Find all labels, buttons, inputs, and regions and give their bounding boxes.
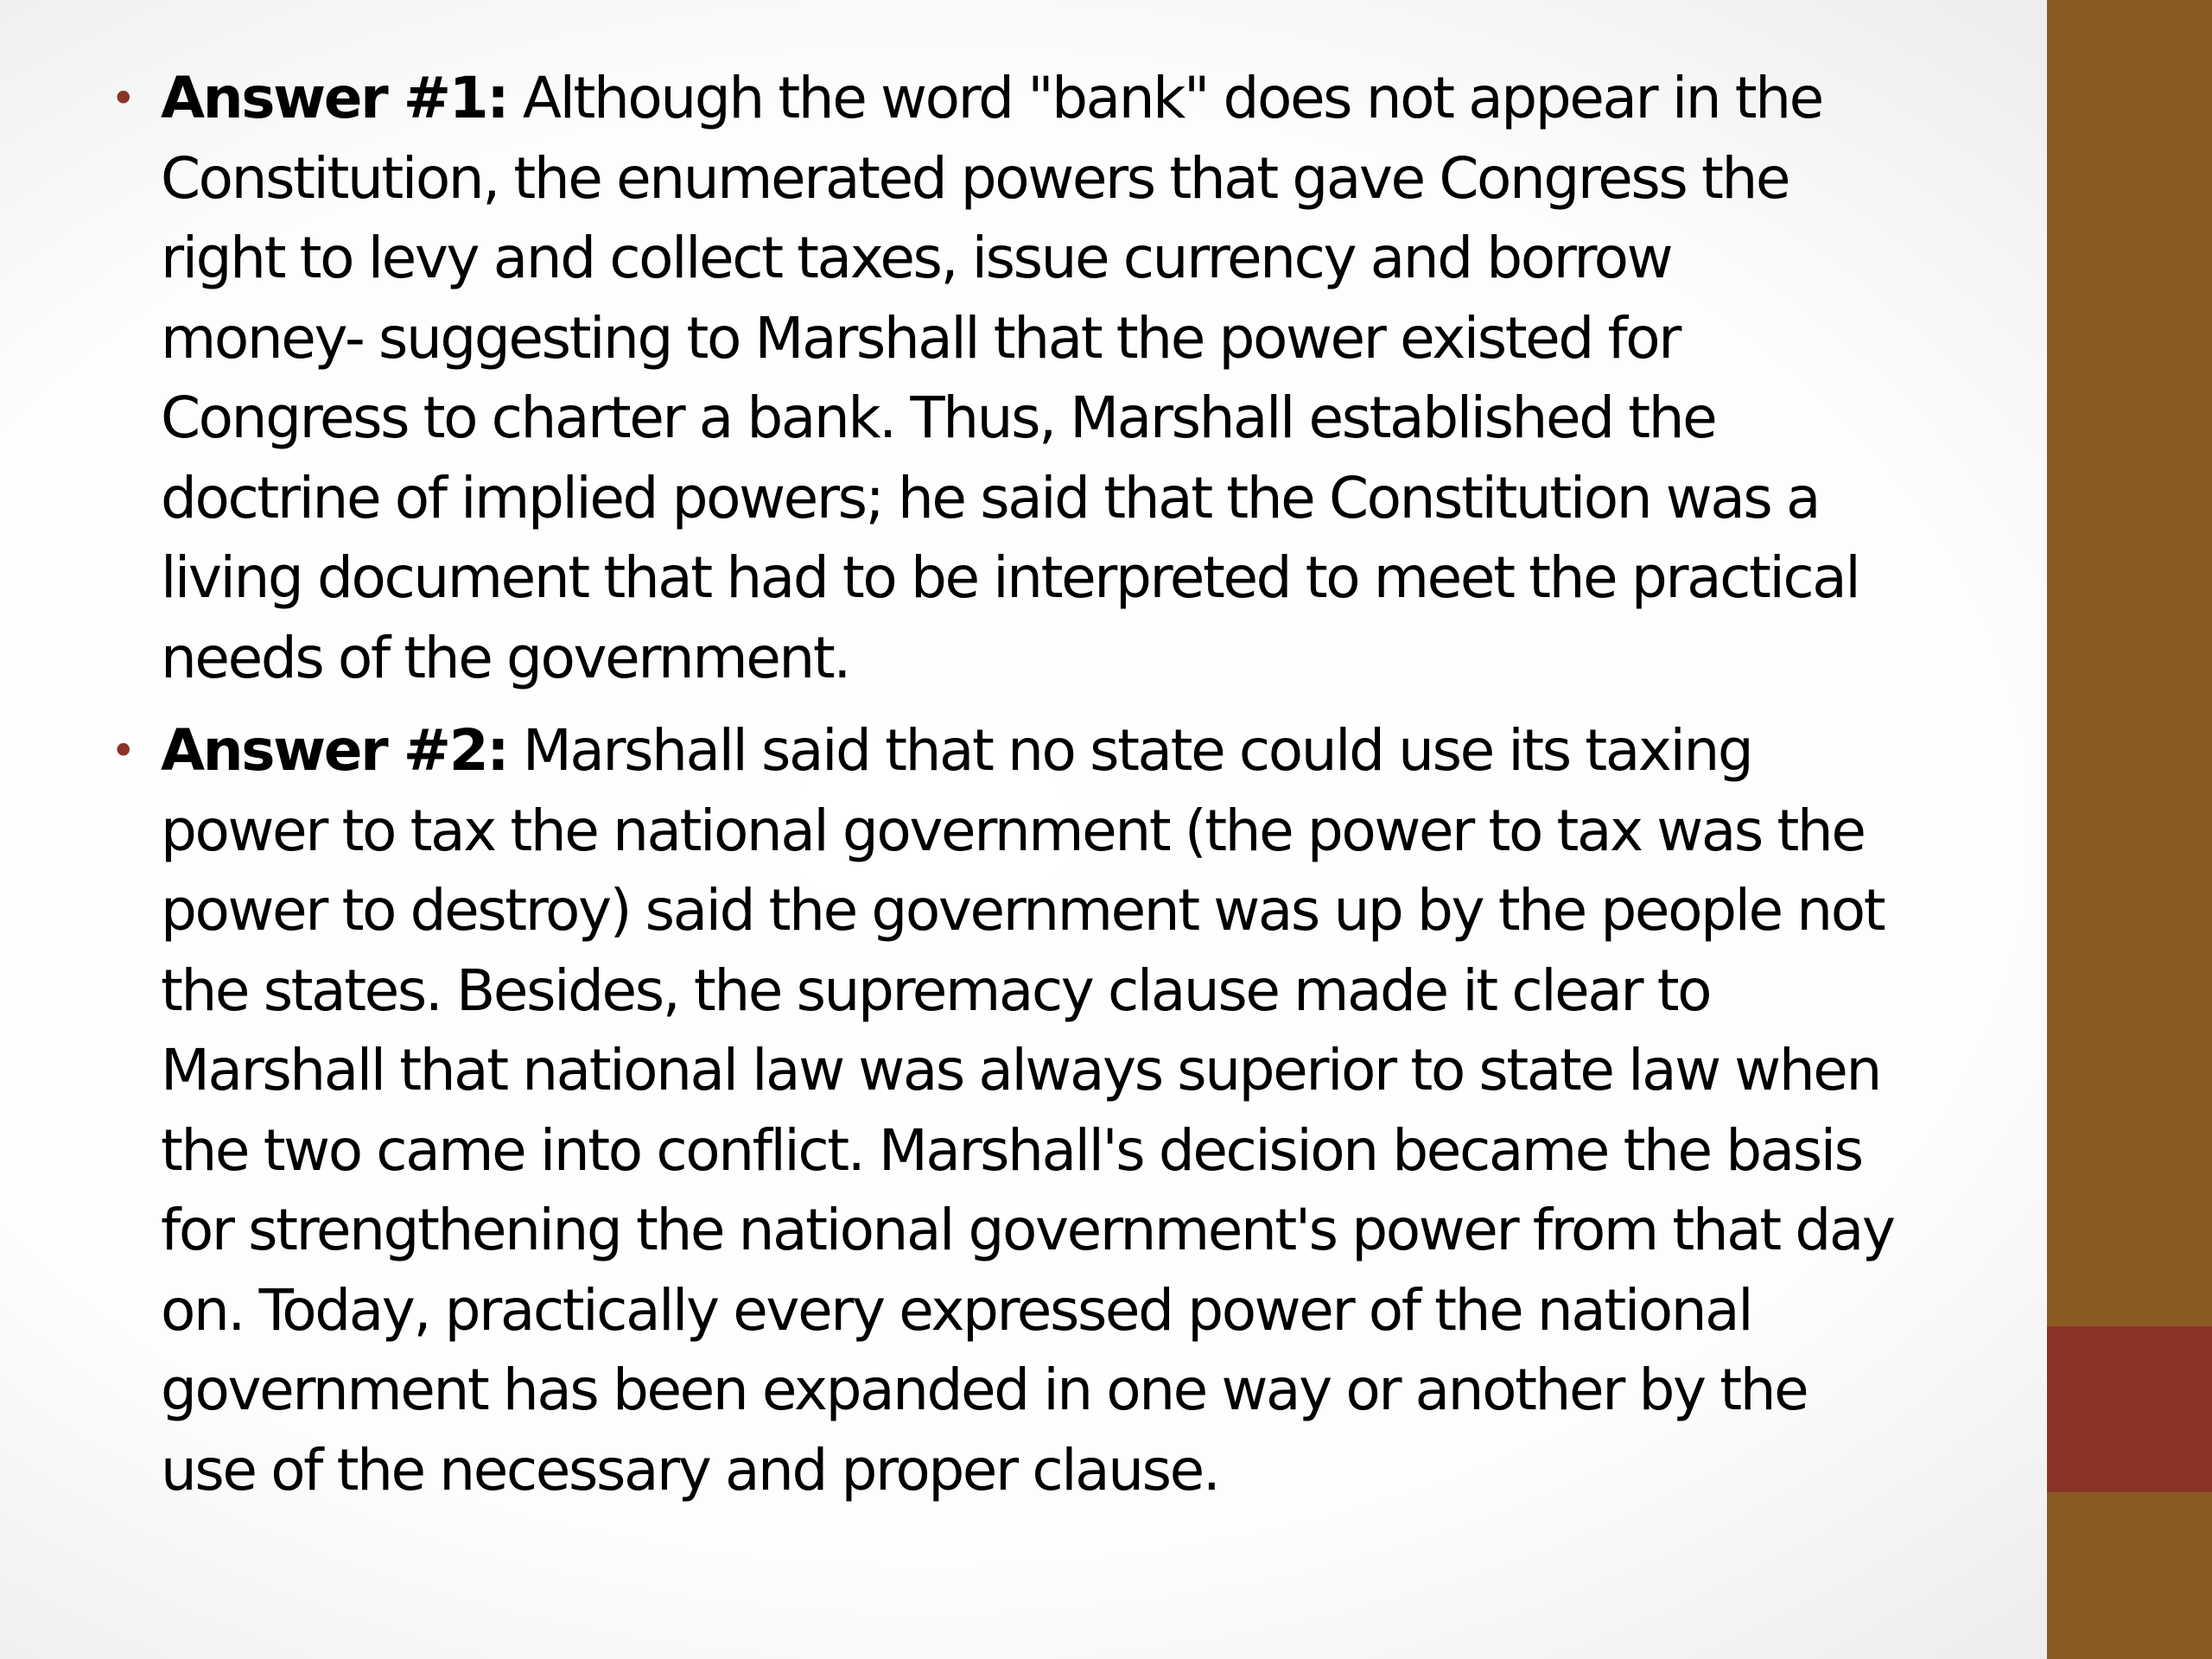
answer-2-line-4: the states. Besides, the supremacy clause made it clear to [161,957,1711,1024]
answer-1-line-5: Congress to charter a bank. Thus, Marshall established the [161,385,1716,451]
answer-2-line-10: use of the necessary and proper clause. [161,1436,1219,1503]
answer-1-text: Although the word "bank" does not appear in the [507,65,1822,131]
answer-1-line-2: Constitution, the enumerated powers that gave Congress the [161,144,1789,212]
answer-2-line-1 [161,711,2130,791]
answer-2-line-6: the two came into conflict. Marshall's decision became the basis [161,1116,1862,1184]
answer-2-line-7: for strengthening the national government's power from that day [161,1197,1894,1263]
answer-2-line-5: Marshall that national law was always superior to state law when [161,1037,1880,1103]
slide-body [104,59,2130,1523]
answer-2-text: Marshall said that no state could use its taxing [507,717,1752,784]
answer-1-bullet [104,59,2130,698]
answer-1-line-7: living document that had to be interpreted to meet the practical [161,544,1859,611]
answer-2-bullet [104,711,2130,1510]
answer-1-label: Answer #1: [161,65,508,131]
answer-1-line-1 [161,59,2130,139]
bullet-dot-icon: • [111,726,135,776]
answer-1-line-8: needs of the government. [161,624,849,691]
answer-1-line-3: right to levy and collect taxes, issue currency and borrow [161,225,1672,291]
answer-2-line-3: power to destroy) said the government was up by the people not [161,877,1885,944]
bullet-dot-icon: • [111,73,135,124]
answer-2-label: Answer #2: [161,717,508,784]
answer-1-line-6: doctrine of implied powers; he said that the Constitution was a [161,464,1819,531]
answer-2-line-8: on. Today, practically every expressed power of the national [161,1276,1752,1344]
answer-2-line-2: power to tax the national government (the power to tax was the [161,797,1865,864]
answer-1-line-4: money- suggesting to Marshall that the power existed for [161,304,1681,372]
answer-2-line-9: government has been expanded in one way or another by the [161,1357,1808,1423]
